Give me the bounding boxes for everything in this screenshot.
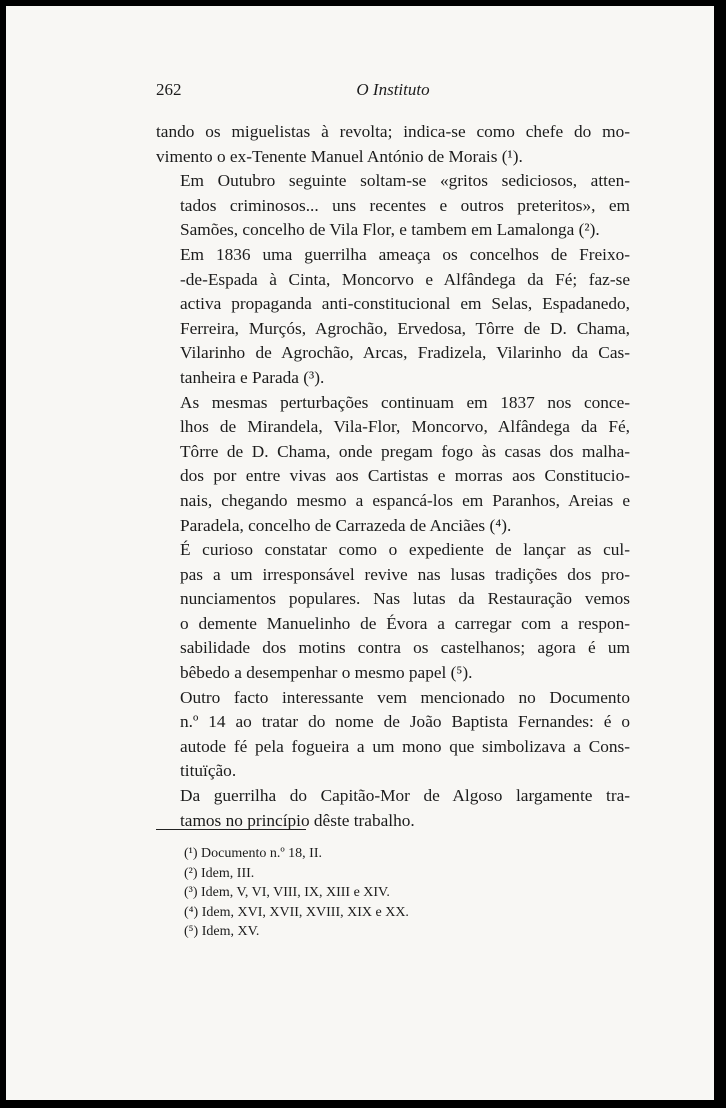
- body-text: [156, 120, 630, 833]
- text-line: tados criminosos... uns recentes e outros preteritos», em: [180, 195, 630, 215]
- text-line: tando os miguelistas à revolta; indica-se como chefe do mo-: [156, 122, 630, 141]
- text-line: pas a um irresponsável revive nas lusas tradições dos pro-: [180, 564, 630, 584]
- text-line: As mesmas perturbações continuam em 1837 nos conce-: [180, 392, 630, 412]
- text-line: tanheira e Parada (³).: [180, 367, 325, 387]
- text-line: Em 1836 uma guerrilha ameaça os concelhos de Freixo-: [180, 244, 630, 264]
- text-line: -de-Espada à Cinta, Moncorvo e Alfândega da Fé; faz-se: [180, 269, 630, 289]
- text-line: Paradela, concelho de Carrazeda de Anciães (⁴).: [180, 515, 512, 535]
- paragraph: [156, 538, 630, 686]
- paragraph: [156, 391, 630, 539]
- text-line: Samões, concelho de Vila Flor, e tambem em Lamalonga (²).: [180, 220, 600, 240]
- text-line: vimento o ex-Tenente Manuel António de Morais (¹).: [156, 146, 523, 166]
- paragraph: [156, 784, 630, 833]
- text-line: É curioso constatar como o expediente de lançar as cul-: [180, 540, 630, 560]
- text-line: nais, chegando mesmo a espancá-los em Paranhos, Areias e: [180, 490, 630, 510]
- text-line: Vilarinho de Agrochão, Arcas, Fradizela, Vilarinho da Cas-: [180, 343, 630, 363]
- footnote-rule: [156, 829, 306, 830]
- footnotes: [184, 844, 504, 942]
- text-line: n.º 14 ao tratar do nome de João Baptista Fernandes: é o: [180, 712, 630, 732]
- text-line: Da guerrilha do Capitão-Mor de Algoso largamente tra-: [180, 786, 630, 806]
- paragraph: [156, 243, 630, 391]
- text-line: lhos de Mirandela, Vila-Flor, Moncorvo, Alfândega da Fé,: [180, 417, 630, 437]
- text-line: tamos no princípio dêste trabalho.: [180, 810, 415, 830]
- page-header: [156, 76, 630, 106]
- text-line: o demente Manuelinho de Évora a carregar com a respon-: [180, 613, 630, 633]
- text-line: Em Outubro seguinte soltam-se «gritos sediciosos, atten-: [180, 171, 630, 191]
- running-title: O Instituto: [356, 80, 430, 99]
- footnote: (³) Idem, V, VI, VIII, IX, XIII e XIV.: [184, 885, 390, 901]
- text-line: dos por entre vivas aos Cartistas e morras aos Constitucio-: [180, 466, 630, 486]
- text-line: tituïção.: [180, 761, 237, 781]
- text-line: Outro facto interessante vem mencionado no Documento: [180, 687, 630, 707]
- text-line: nunciamentos populares. Nas lutas da Restauração vemos: [180, 589, 630, 609]
- footnote: (⁴) Idem, XVI, XVII, XVIII, XIX e XX.: [184, 904, 409, 920]
- text-line: autode fé pela fogueira a um mono que simbolizava a Cons-: [180, 736, 630, 756]
- text-line: sabilidade dos motins contra os castelhanos; agora é um: [180, 638, 630, 658]
- page-number: 262: [156, 80, 182, 99]
- text-line: bêbedo a desempenhar o mesmo papel (⁵).: [180, 663, 473, 683]
- paragraph: [156, 169, 630, 243]
- footnote: (²) Idem, III.: [184, 865, 255, 881]
- footnote: (⁵) Idem, XV.: [184, 924, 260, 940]
- footnote: (¹) Documento n.º 18, II.: [184, 846, 323, 861]
- paragraph: [156, 120, 630, 169]
- paragraph: [156, 686, 630, 784]
- text-line: Tôrre de D. Chama, onde pregam fogo às casas dos malha-: [180, 441, 630, 461]
- text-line: Ferreira, Murçós, Agrochão, Ervedosa, Tôrre de D. Chama,: [180, 318, 630, 338]
- text-line: activa propaganda anti-constitucional em Selas, Espadanedo,: [180, 294, 630, 314]
- book-page: [6, 6, 714, 1100]
